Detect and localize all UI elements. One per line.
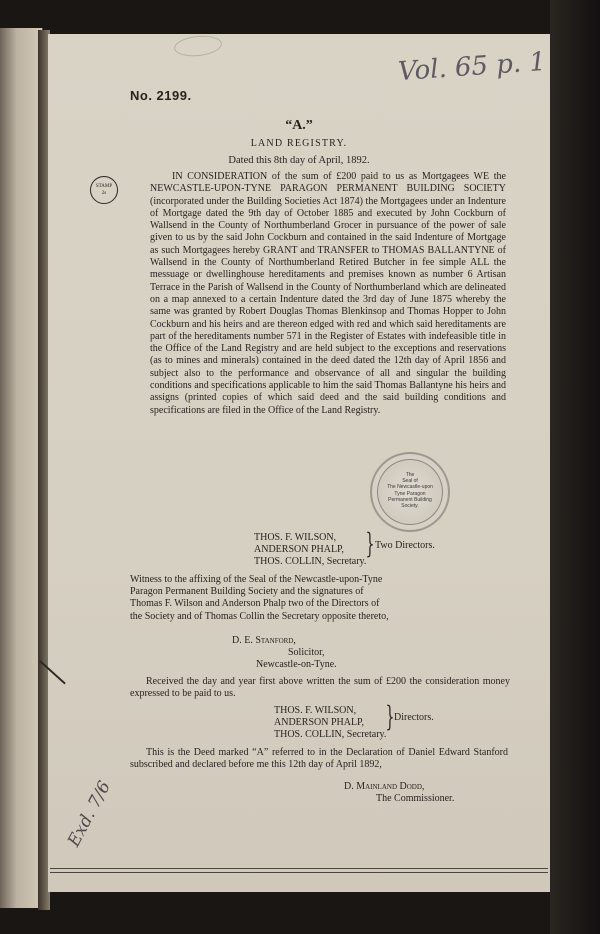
brace-glyph: } [385,700,395,733]
seal-line: Seal of [402,478,418,485]
stamp-line-2: 2s [101,191,107,196]
stamp-line-1: STAMP [95,184,113,189]
seal-text [382,472,438,509]
deed-date: Dated this 8th day of April, 1892. [228,155,370,166]
margin-pencil-annotation: Exd. 7/6 [64,777,116,851]
seal-line: The [405,472,415,478]
receipt-signatories [274,705,386,741]
society-seal [370,452,450,532]
book-spine [550,0,600,934]
signatory-name: THOS. F. WILSON, [254,532,337,543]
pencil-circle-mark [173,34,223,59]
commissioner-block [298,781,454,806]
commissioner-title: The Commissioner. [376,793,455,805]
seal-line: The Newcastle-upon [387,484,433,491]
deed-number: No. 2199. [130,88,192,103]
bottom-rule [50,872,548,873]
directors-label: Two Directors. [375,540,435,551]
witness-clause: Witness to the affixing of the Seal of the Newcastle-upon-Tyne Paragon Permanent Building Society and the signatures of Thomas F. Wilson and Anderson Phalp two of the Directors of the Society and of Thomas Collin the Secretary opposite thereto, [130,574,389,622]
signatory-name: THOS. COLLIN, Secretary. [274,729,387,740]
solicitor-name: D. E. Stanford, [232,635,296,646]
seal-line: Society. [401,503,419,510]
facing-page-edge [0,28,43,908]
signatory-name: ANDERSON PHALP, [254,544,345,555]
duty-stamp [90,176,118,204]
deed-mark: “A.” [285,118,313,133]
bottom-rule [50,868,548,869]
deed-page [48,34,550,892]
solicitor-title: Solicitor, [288,647,325,659]
seal-line: Permanent Building [388,496,432,503]
solicitor-place: Newcastle-on-Tyne. [256,659,337,671]
registry-heading: LAND REGISTRY. [250,138,348,149]
seal-line: Tyne Paragon [394,490,426,497]
declaration-clause: This is the Deed marked “A” referred to in the Declaration of Daniel Edward Stanford subscribed and declared before me this 12th day of April 1892, [130,747,508,771]
deed-body-text: IN CONSIDERATION of the sum of £200 paid to us as Mortgagees WE the NEWCASTLE-UPON-TYNE PARAGON PERMANENT BUILDING SOCIETY (incorporated under the Building Societies Act 1874) the Mortgagees under an Indenture of Mortgage dated the 9th day of October 1885 and executed by John Cockburn of Wallsend in the County of Northumberland Grocer in pursuance of the power of sale given to us by the said John Cockburn and contained in the said Indenture of Mortgage as such Mortgagees hereby GRANT and TRANSFER to THOMAS BALLANTYNE of Wallsend in the County of Northumberland Retired Butcher in fee simple ALL the messuage or dwellinghouse hereditaments and premises known as number 6 Artisan Terrace in the Parish of Wallsend in the County of Northumberland which are delineated on a map annexed to a certain Indenture dated the 3rd day of June 1875 whereby the same was granted by Robert Douglas Thomas Blenkinsop and Thomas Hopper to John Cockburn and his heirs and are thereon edged with red and which said hereditaments are part of the hereditaments number 571 in the Register of Estates with indefeasible title in the Office of the Land Registry and are held subject to the exceptions and reservations (as to mines and minerals) contained in the deed dated the 12th day of April 1856 and subject also to the performance and observance of all and singular the building conditions and specifications applicable to him the said Thomas Ballantyne his heirs and assigns (printed copies of which said deed and the said building conditions and specifications are filed in the Office of the Land Registry. [150,171,506,416]
signatory-name: ANDERSON PHALP, [274,717,365,728]
solicitor-block [232,635,337,672]
receipt-clause: Received the day and year first above written the sum of £200 the consideration money expressed to be paid to us. [130,676,510,700]
seal-signatories [254,532,366,568]
commissioner-name: D. Mainland Dodd, [344,781,425,792]
volume-page-annotation: Vol. 65 p. 1 [397,46,547,88]
directors-label: Directors. [394,712,434,723]
signatory-name: THOS. COLLIN, Secretary. [254,556,367,567]
signatory-name: THOS. F. WILSON, [274,705,357,716]
brace-glyph: } [365,527,375,560]
